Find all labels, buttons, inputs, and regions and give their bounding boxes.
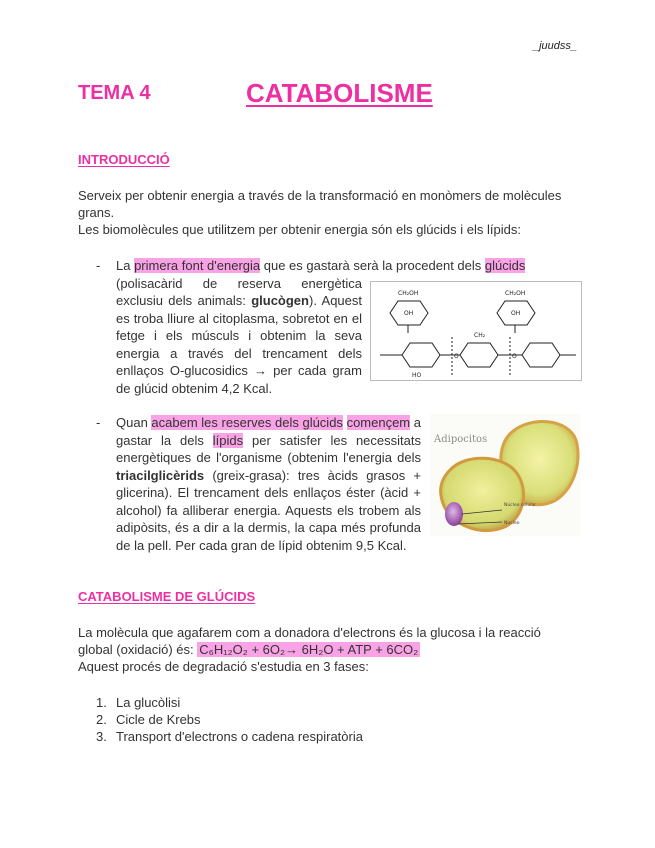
list-item-label: Transport d'electrons o cadena respiratòria: [116, 729, 363, 744]
glycogen-label-4: OH: [511, 310, 521, 317]
glycogen-diagram: [370, 281, 582, 381]
bullet-1-text-top: [116, 257, 578, 275]
bullet-2-lead: Quan: [116, 415, 152, 430]
title-row: [78, 78, 598, 112]
intro-paragraph: [78, 187, 578, 238]
highlight-end-reserves: acabem les reserves dels glúcids: [151, 415, 343, 430]
glycogen-label-8: CH₂: [474, 332, 486, 339]
callout-nucleus-cell: Núcleo celular: [504, 503, 537, 508]
author-tag: _juudss_: [532, 40, 577, 52]
list-item: [96, 728, 363, 745]
bullet-1-body-b: ). Aquest es troba lliure al citoplasma, sobretot en el fetge i els músculs i obtenim la seva energia a través del trencament dels enllaços O-glucosidics → per cada gram de glúcid obtenim 4,2 Kcal.: [116, 293, 363, 396]
glucids-paragraph: [78, 624, 578, 675]
bullet-1-text-body: [116, 275, 362, 398]
glycogen-label-7: HO: [412, 372, 422, 379]
intro-line-3: Les biomolècules que utilitzem per obtenir energia són els glúcids i els lípids:: [78, 222, 521, 237]
glycogen-label-3: OH: [404, 310, 414, 317]
list-item-label: Cicle de Krebs: [116, 712, 201, 727]
bullet-2-body-a: per satisfer les necessitats energètiques de l'organisme (obtenim l'energia dels: [116, 432, 421, 465]
intro-line-1: Serveix per obtenir energia a través de la transformació en monòmers de molècules: [78, 188, 562, 203]
highlight-glucids: glúcids: [484, 258, 526, 273]
adipocyte-figure: [430, 414, 580, 536]
reaction-formula: C₆H₁₂O₂ + 6O₂→ 6H₂O + ATP + 6CO₂: [199, 642, 419, 657]
cell-nucleus: [445, 502, 463, 526]
highlight-start: començem: [346, 415, 411, 430]
bullet-1-dash: -: [96, 258, 101, 273]
highlight-first-energy: primera font d'energia: [134, 258, 261, 273]
bullet-2-body-b: (greix-grasa): tres àcids grasos + glicerina). El trencament dels enllaços éster (àcid + alcohol) fa alliberar energia. Aquests els trobem als adipòsits, és a dir a la dermis, la capa més profunda de la pell. Per cada gran de lípid obtenim 9,5 Kcal.: [116, 467, 421, 553]
glucids-line-1: La molècula que agafarem com a donadora d'electrons és la glucosa i la reacció: [78, 625, 541, 640]
intro-heading: INTRODUCCIÓ: [78, 152, 170, 167]
list-item-label: La glucòlisi: [116, 695, 181, 710]
bullet-1-lead: La: [116, 258, 135, 273]
highlight-lipids: lípids: [212, 432, 244, 448]
intro-line-2: grans.: [78, 205, 115, 220]
list-item: [96, 694, 180, 711]
glucids-heading: CATABOLISME DE GLÚCIDS: [78, 589, 256, 604]
glycogen-label-6: O: [512, 353, 517, 360]
glycogen-label-2: CH₂OH: [505, 290, 526, 297]
page-title: CATABOLISME: [246, 78, 433, 108]
glycogen-label-5: O: [454, 353, 459, 360]
glycogen-label-1: CH₂OH: [398, 290, 419, 297]
bullet-1-mid: que es gastarà serà la procedent dels: [260, 258, 485, 273]
list-item: [96, 711, 201, 728]
callout-nucleus: Nucleo: [504, 521, 520, 526]
topic-number: TEMA 4: [78, 82, 151, 104]
bullet-2-text: [116, 414, 421, 554]
bullet-2-dash: -: [96, 415, 101, 430]
glucids-line-3: Aquest procés de degradació s'estudia en 3 fases:: [78, 659, 369, 674]
glucids-line-2: [78, 641, 578, 658]
bullet-1-body-a: (polisacàrid de reserva energètica exclusiu dels animals:: [116, 275, 362, 308]
list-item-number: 1.: [96, 695, 107, 710]
list-item-number: 2.: [96, 712, 107, 727]
list-item-number: 3.: [96, 729, 107, 744]
adipocyte-label: Adipocitos: [434, 434, 488, 445]
glycogen-structure-figure: [370, 281, 582, 381]
glucids-line-2-lead: global (oxidació) és:: [78, 642, 198, 657]
glycogen-term: glucògen: [251, 293, 309, 308]
bullet-2-mid: a gastar la dels: [116, 415, 421, 448]
triacylglycerides-term: triacilglicèrids: [116, 467, 205, 483]
adipocyte-illustration: [430, 414, 580, 536]
